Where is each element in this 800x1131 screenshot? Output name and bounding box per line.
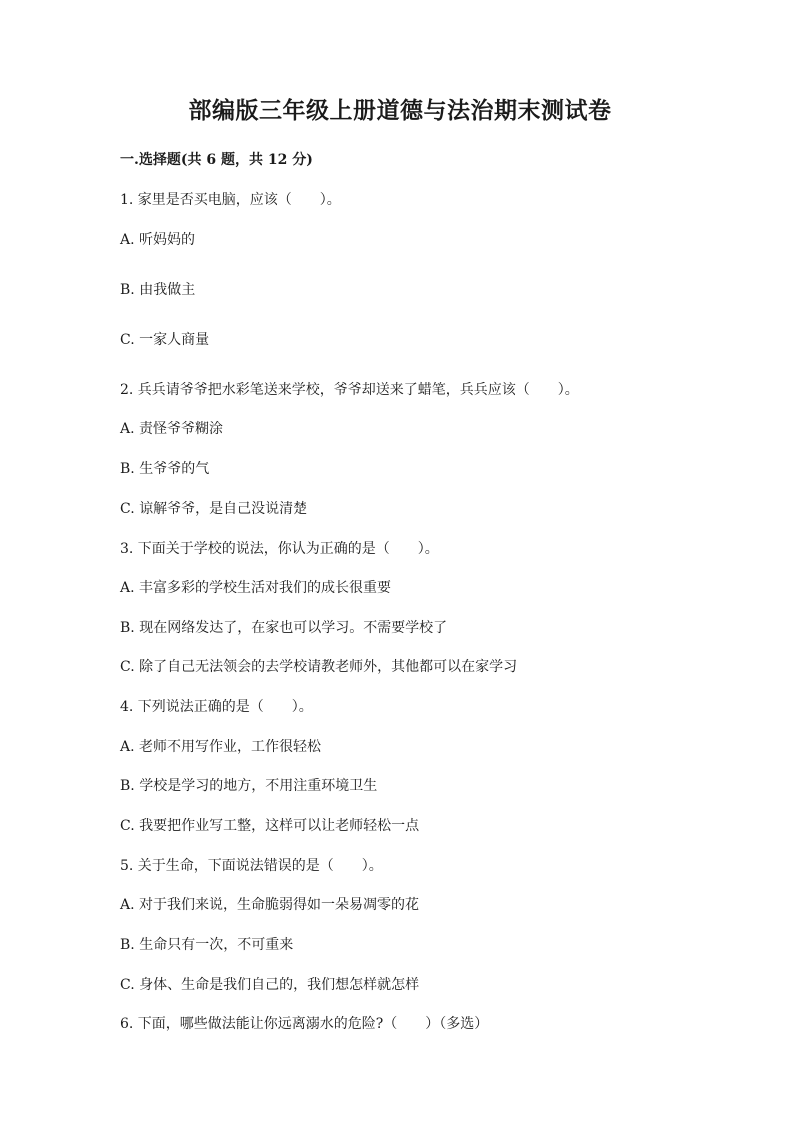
question-4-option-c: C. 我要把作业写工整，这样可以让老师轻松一点 [120,818,420,834]
question-2-stem: 2. 兵兵请爷爷把水彩笔送来学校，爷爷却送来了蜡笔，兵兵应该（ ）。 [120,382,579,398]
question-5-option-c: C. 身体、生命是我们自己的，我们想怎样就怎样 [120,977,420,993]
question-5-option-b: B. 生命只有一次，不可重来 [120,937,294,953]
question-1-option-b: B. 由我做主 [120,282,196,298]
section-heading: 一.选择题(共 6 题，共 12 分) [120,152,313,168]
question-2-option-b: B. 生爷爷的气 [120,461,210,477]
question-4-stem: 4. 下列说法正确的是（ ）。 [120,699,313,715]
question-4-option-b: B. 学校是学习的地方，不用注重环境卫生 [120,778,378,794]
question-2-option-a: A. 责怪爷爷糊涂 [120,421,224,437]
question-3-option-b: B. 现在网络发达了，在家也可以学习。不需要学校了 [120,620,448,636]
question-1-option-c: C. 一家人商量 [120,332,210,348]
question-3-option-c: C. 除了自己无法领会的去学校请教老师外，其他都可以在家学习 [120,659,518,675]
question-4-option-a: A. 老师不用写作业，工作很轻松 [120,739,322,755]
page-title: 部编版三年级上册道德与法治期末测试卷 [188,97,612,124]
question-1-option-a: A. 听妈妈的 [120,232,196,248]
question-3-option-a: A. 丰富多彩的学校生活对我们的成长很重要 [120,580,392,596]
question-1-stem: 1. 家里是否买电脑，应该（ ）。 [120,192,341,208]
question-5-stem: 5. 关于生命，下面说法错误的是（ ）。 [120,858,383,874]
question-2-option-c: C. 谅解爷爷，是自己没说清楚 [120,501,308,517]
question-3-stem: 3. 下面关于学校的说法，你认为正确的是（ ）。 [120,541,439,557]
question-6-stem: 6. 下面，哪些做法能让你远离溺水的危险?（ ）（多选） [120,1016,489,1032]
question-5-option-a: A. 对于我们来说，生命脆弱得如一朵易凋零的花 [120,897,420,913]
